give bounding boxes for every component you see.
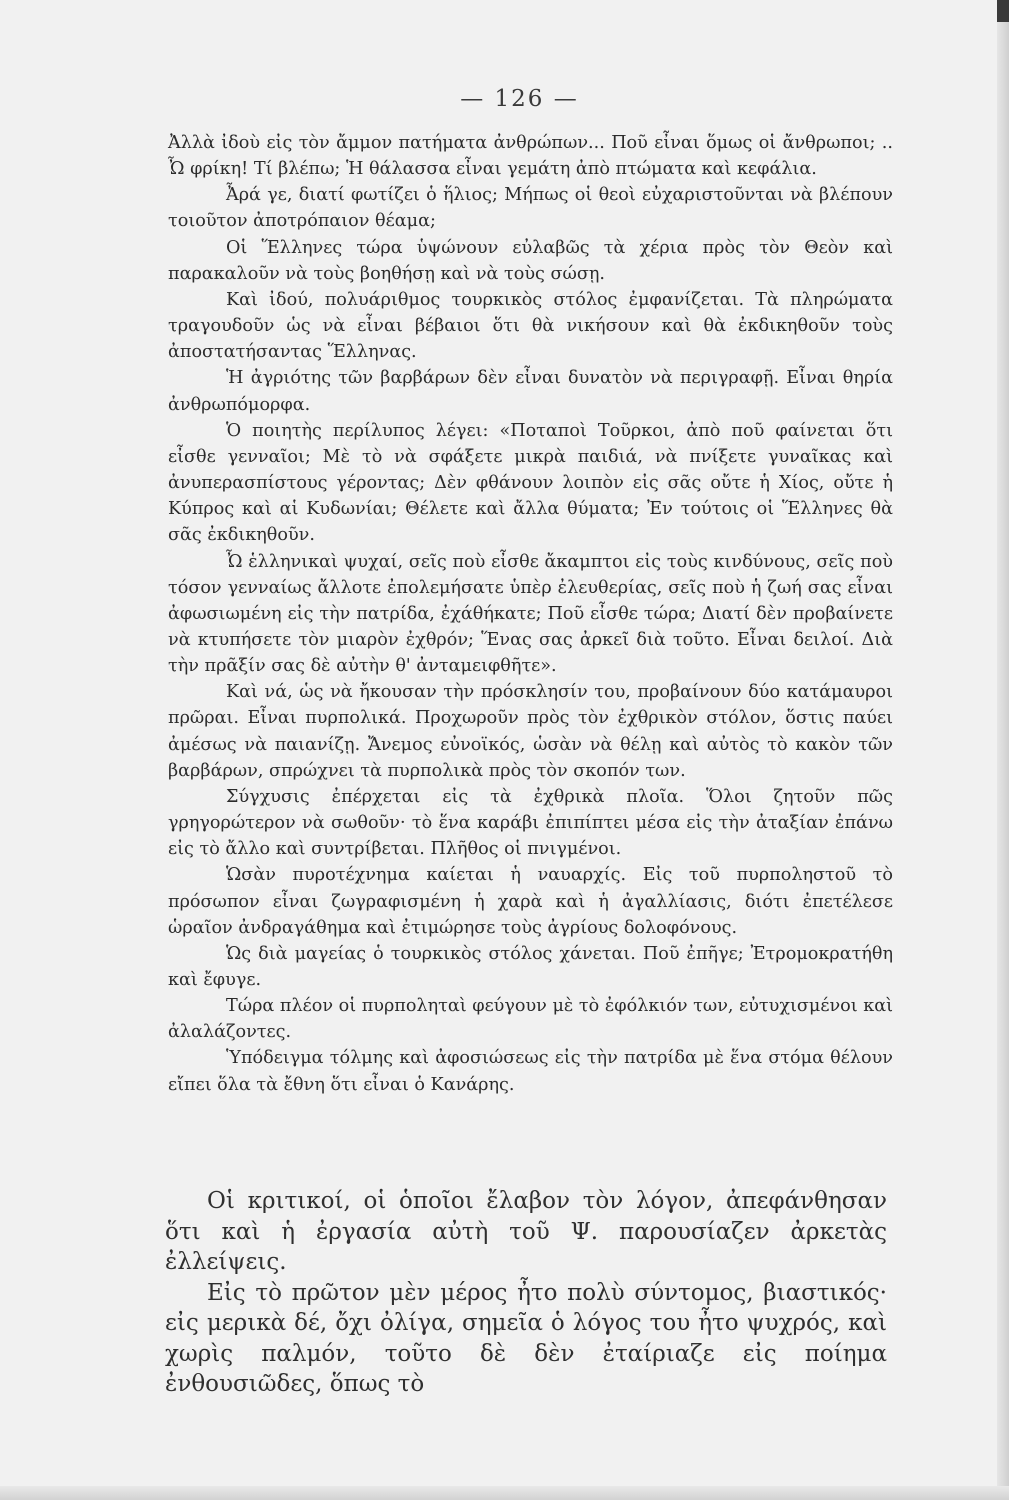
paragraph: Ἀλλὰ ἰδοὺ εἰς τὸν ἄμμον πατήματα ἀνθρώπων... Ποῦ εἶναι ὅμως οἱ ἄνθρωποι; .. Ὦ φρίκη! Τί βλέπω; Ἡ θάλασσα εἶναι γεμάτη ἀπὸ πτώματα καὶ κεφάλια. xyxy=(168,133,893,180)
commentary-paragraph: Εἰς τὸ πρῶτον μὲν μέρος ἦτο πολὺ σύντομος, βιαστικός· εἰς μερικὰ δέ, ὄχι ὀλίγα, σημεῖα ὁ λόγος του ἦτο ψυχρός, καὶ χωρὶς παλμόν, τοῦτο δὲ δὲν ἐταίριαζε εἰς ποίημα ἐνθουσιῶδες, ὅπως τὸ xyxy=(165,1279,887,1397)
commentary-text xyxy=(165,1186,887,1400)
paragraph: Τώρα πλέον οἱ πυρποληταὶ φεύγουν μὲ τὸ ἐφόλκιόν των, εὐτυχισμένοι καὶ ἀλαλάζοντες. xyxy=(168,996,893,1043)
page-number: — 126 — xyxy=(460,86,579,112)
paragraph: Ἆρά γε, διατί φωτίζει ὁ ἥλιος; Μήπως οἱ θεοὶ εὐχαριστοῦνται νὰ βλέπουν τοιοῦτον ἀποτρόπαιον θέαμα; xyxy=(168,185,893,232)
paragraph: Καὶ ἰδού, πολυάριθμος τουρκικὸς στόλος ἐμφανίζεται. Τὰ πληρώματα τραγουδοῦν ὡς νὰ εἶναι βέβαιοι ὅτι θὰ νικήσουν καὶ θὰ ἐκδικηθοῦν τοὺς ἀποστατήσαντας Ἕλληνας. xyxy=(168,289,893,363)
paragraph: Ὡς διὰ μαγείας ὁ τουρκικὸς στόλος χάνεται. Ποῦ ἐπῆγε; Ἐτρομοκρατήθη καὶ ἔφυγε. xyxy=(168,943,893,990)
paragraph: Ὡσὰν πυροτέχνημα καίεται ἡ ναυαρχίς. Εἰς τοῦ πυρποληστοῦ τὸ πρόσωπον εἶναι ζωγραφισμένη ἡ χαρὰ καὶ ἡ ἀγαλλίασις, διότι ἐπετέλεσε ὡραῖον ἀνδραγάθημα καὶ ἐτιμώρησε τοὺς ἀγρίους δολοφόνους. xyxy=(168,865,893,938)
corner-mark xyxy=(997,0,1009,22)
paragraph: Σύγχυσις ἐπέρχεται εἰς τὰ ἐχθρικὰ πλοῖα. Ὅλοι ζητοῦν πῶς γρηγορώτερον νὰ σωθοῦν· τὸ ἕνα καράβι ἐπιπίπτει μέσα εἰς τὴν ἀταξίαν ἐπάνω εἰς τὸ ἄλλο καὶ συντρίβεται. Πλῆθος οἱ πνιγμένοι. xyxy=(168,786,893,860)
main-text xyxy=(168,130,893,1098)
commentary-paragraph: Οἱ κριτικοί, οἱ ὁποῖοι ἔλαβον τὸν λόγον, ἀπεφάνθησαν ὅτι καὶ ἡ ἐργασία αὐτὴ τοῦ Ψ. παρουσίαζεν ἀρκετὰς ἐλλείψεις. xyxy=(165,1188,887,1275)
paragraph: Ὦ ἑλληνικαὶ ψυχαί, σεῖς ποὺ εἶσθε ἄκαμπτοι εἰς τοὺς κινδύνους, σεῖς ποὺ τόσον γενναίως ἄλλοτε ἐπολεμήσατε ὑπὲρ ἐλευθερίας, σεῖς ποὺ ἡ ζωή σας εἶναι ἀφωσιωμένη εἰς τὴν πατρίδα, ἐχάθήκατε; Ποῦ εἶσθε τώρα; Διατί δὲν προβαίνετε νὰ κτυπήσετε τὸν μιαρὸν ἐχθρόν; Ἕνας σας ἀρκεῖ διὰ τοῦτο. Εἶναι δειλοί. Διὰ τὴν πρᾶξίν σας δὲ αὐτὴν θ' ἀνταμειφθῆτε». xyxy=(168,551,893,677)
paragraph: Οἱ Ἕλληνες τώρα ὑψώνουν εὐλαβῶς τὰ χέρια πρὸς τὸν Θεὸν καὶ παρακαλοῦν νὰ τοὺς βοηθήσῃ καὶ νὰ τοὺς σώσῃ. xyxy=(168,237,893,284)
paragraph: Ἡ ἀγριότης τῶν βαρβάρων δὲν εἶναι δυνατὸν νὰ περιγραφῇ. Εἶναι θηρία ἀνθρωπόμορφα. xyxy=(168,368,893,415)
paragraph: Καὶ νά, ὡς νὰ ἤκουσαν τὴν πρόσκλησίν του, προβαίνουν δύο κατάμαυροι πρῶραι. Εἶναι πυρπολικά. Προχωροῦν πρὸς τὸν ἐχθρικὸν στόλον, ὅστις παύει ἀμέσως νὰ παιανίζῃ. Ἄνεμος εὐνοϊκός, ὡσὰν νὰ θέλῃ καὶ αὐτὸς τὸ κακὸν τῶν βαρβάρων, σπρώχνει τὰ πυρπολικὰ πρὸς τὸν σκοπόν των. xyxy=(168,682,893,781)
paragraph: Ὁ ποιητὴς περίλυπος λέγει: «Ποταποὶ Τοῦρκοι, ἀπὸ ποῦ φαίνεται ὅτι εἶσθε γενναῖοι; Μὲ τὸ νὰ σφάξετε μικρὰ παιδιά, νὰ πνίξετε γυναῖκας καὶ ἀνυπερασπίστους γέροντας; Δὲν φθάνουν λοιπὸν εἰς σᾶς οὔτε ἡ Χίος, οὔτε ἡ Κύπρος καὶ αἱ Κυδωνίαι; Θέλετε καὶ ἄλλα θύματα; Ἐν τούτοις οἱ Ἕλληνες θὰ σᾶς ἐκδικηθοῦν. xyxy=(168,420,893,546)
page-right-edge xyxy=(997,0,1009,1500)
paragraph: Ὑπόδειγμα τόλμης καὶ ἀφοσιώσεως εἰς τὴν πατρίδα μὲ ἕνα στόμα θέλουν εἴπει ὅλα τὰ ἔθνη ὅτι εἶναι ὁ Κανάρης. xyxy=(168,1048,893,1095)
page-bottom-edge xyxy=(0,1486,1009,1500)
